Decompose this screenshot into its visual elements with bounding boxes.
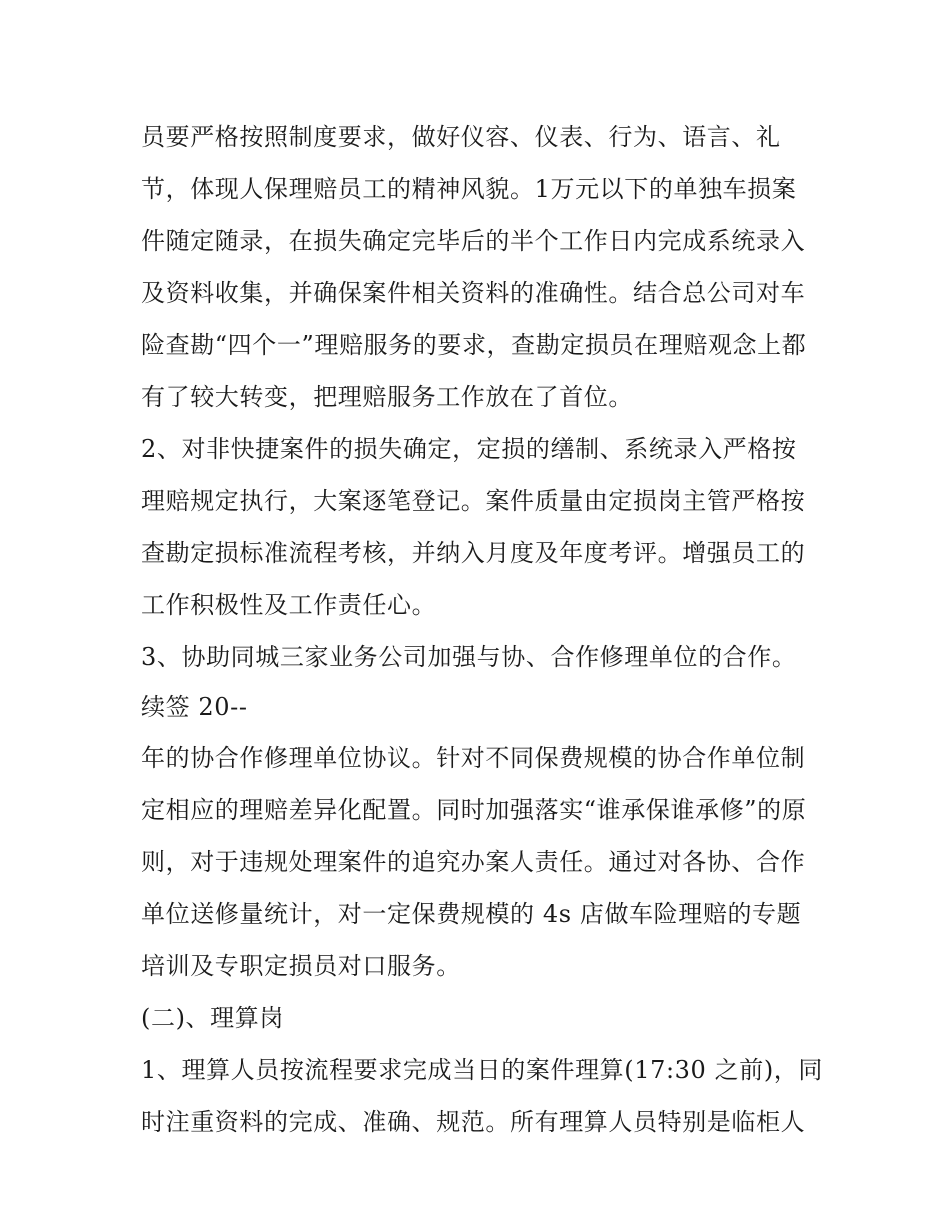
document-body (141, 111, 821, 1148)
text-line: 理赔规定执行，大案逐笔登记。案件质量由定损岗主管严格按 (141, 487, 806, 515)
text-line: 年的协合作修理单位协议。针对不同保费规模的协合作单位制 (141, 744, 806, 772)
text-line: 节，体现人保理赔员工的精神风貌。1万元以下的单独车损案 (141, 175, 797, 203)
section-heading: (二)、理算岗 (141, 1004, 284, 1032)
text-line: 有了较大转变，把理赔服务工作放在了首位。 (141, 383, 633, 411)
text-line: 3、协助同城三家业务公司加强与协、合作修理单位的合作。 (141, 643, 797, 671)
text-line: 险查勘“四个一”理赔服务的要求，查勘定损员在理赔观念上都 (141, 331, 807, 359)
text-line: 定相应的理赔差异化配置。同时加强落实“谁承保谁承修”的原 (141, 796, 807, 824)
text-line: 时注重资料的完成、准确、规范。所有理算人员特别是临柜人 (141, 1108, 806, 1136)
text-line: 及资料收集，并确保案件相关资料的准确性。结合总公司对车 (141, 279, 806, 307)
text-line: 员要严格按照制度要求，做好仪容、仪表、行为、语言、礼 (141, 123, 781, 151)
text-line: 1、理算人员按流程要求完成当日的案件理算(17:30 之前)，同 (141, 1056, 823, 1084)
text-line: 培训及专职定损员对口服务。 (141, 952, 461, 980)
text-line: 续签 20-- (141, 693, 248, 721)
text-line: 则，对于违规处理案件的追究办案人责任。通过对各协、合作 (141, 848, 806, 876)
text-line: 工作积极性及工作责任心。 (141, 591, 437, 619)
text-line: 查勘定损标准流程考核，并纳入月度及年度考评。增强员工的 (141, 539, 806, 567)
text-line: 件随定随录，在损失确定完毕后的半个工作日内完成系统录入 (141, 227, 806, 255)
text-line: 单位送修量统计，对一定保费规模的 4s 店做车险理赔的专题 (141, 900, 802, 928)
text-line: 2、对非快捷案件的损失确定，定损的缮制、系统录入严格按 (141, 435, 797, 463)
